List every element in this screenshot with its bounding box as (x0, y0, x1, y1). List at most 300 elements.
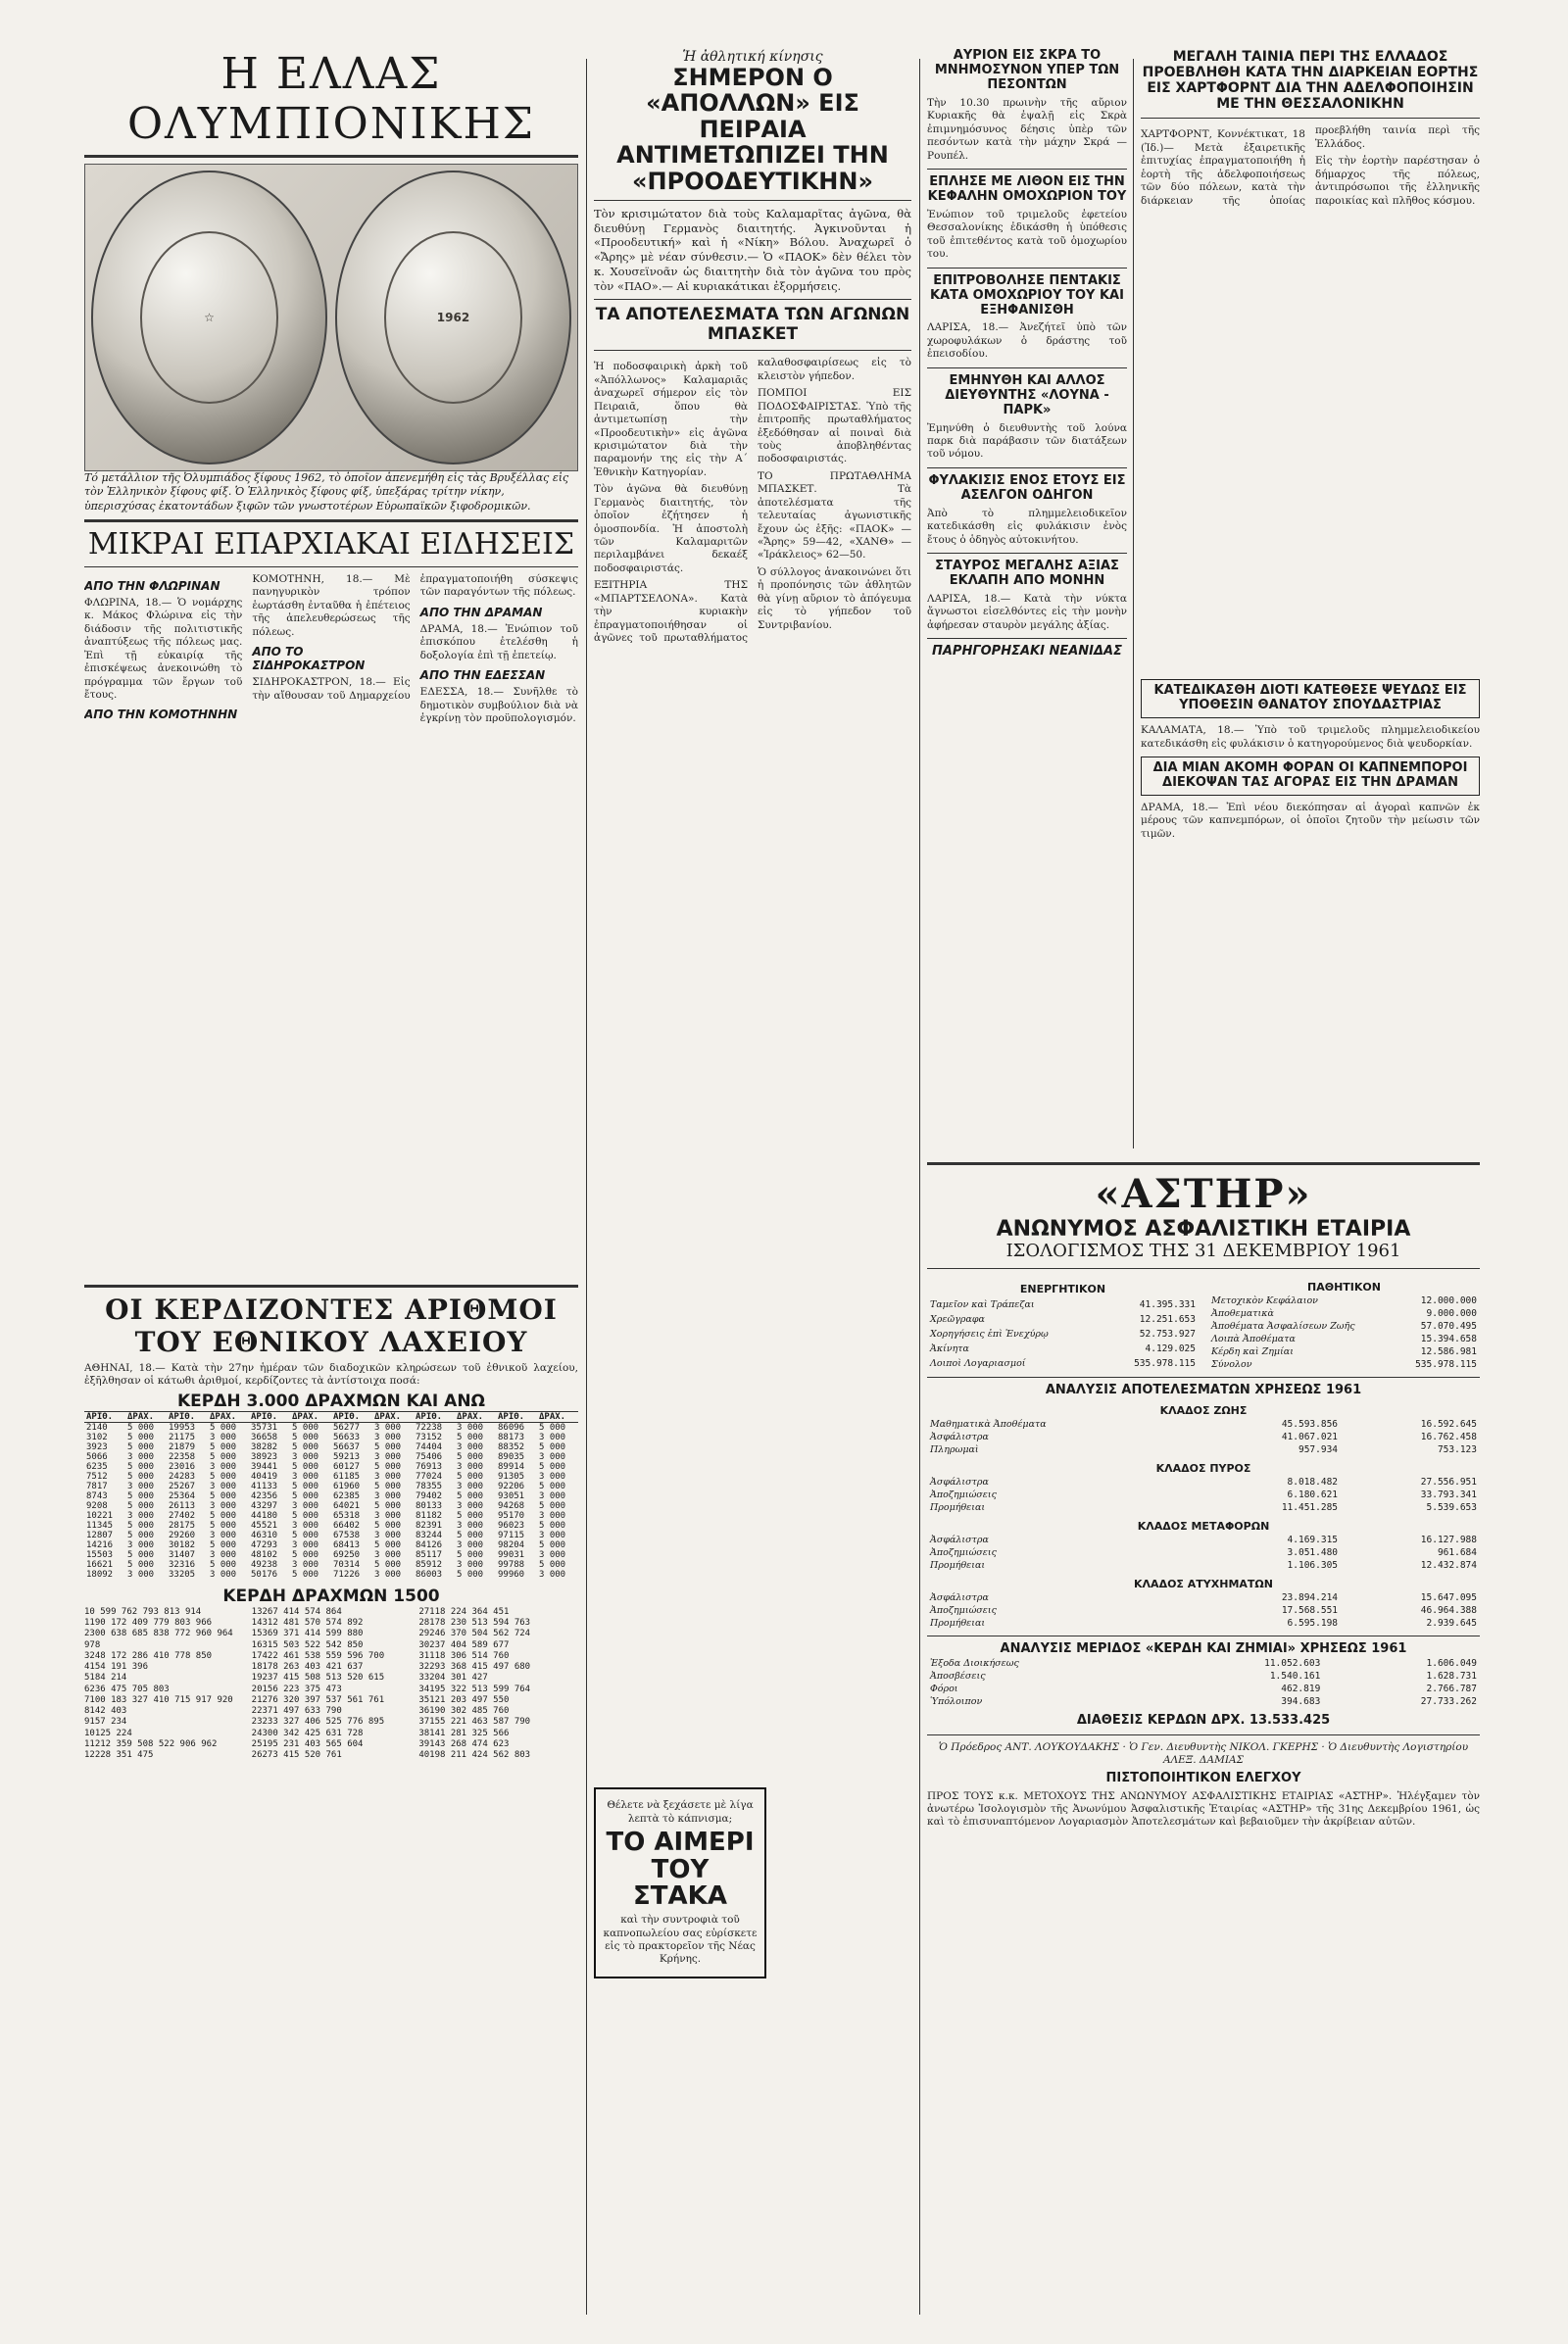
lottery-cell: 5 000 (292, 1442, 319, 1453)
lottery-cell: 84126 (416, 1540, 443, 1551)
asset-label: Ἀκίνητα (930, 1343, 969, 1354)
pl-credit: 2.766.787 (1426, 1683, 1477, 1694)
branch-credit: 16.127.988 (1420, 1534, 1477, 1545)
news-head: ΦΥΛΑΚΙΣΙΣ ΕΝΟΣ ΕΤΟΥΣ ΕΙΣ ΑΣΕΛΓΟΝ ΟΔΗΓΟΝ (928, 472, 1126, 503)
lottery-cell: 56637 (333, 1442, 361, 1453)
assets-head: ΕΝΕΡΓΗΤΙΚΟΝ (1019, 1282, 1106, 1295)
branch-credit: 16.592.645 (1420, 1418, 1477, 1430)
news-text: Ἀπὸ τὸ πλημμελειοδικεῖον κατεδικάσθη εἰς φυλάκισιν ἑνὸς ἔτους ὁ ὁδηγὸς αὐτοκινήτου. (927, 507, 1127, 546)
lottery-cell: 3 000 (457, 1482, 484, 1492)
asset-row (927, 1356, 1199, 1371)
lottery-cell: 19953 (169, 1423, 196, 1434)
branch-row (927, 1604, 1480, 1617)
lottery-cell: 5 000 (374, 1560, 402, 1571)
lottery-cell: 3 000 (539, 1472, 566, 1483)
medal-back-image: ☆ (91, 171, 327, 464)
lottery-cell: 5 000 (210, 1423, 237, 1434)
dividend-line: ΔΙΑΘΕΣΙΣ ΚΕΡΔΩΝ ΔΡΧ. 13.533.425 (1076, 1712, 1331, 1728)
lottery-1500-line: 11212 359 508 522 906 962 (84, 1738, 218, 1749)
lottery-cell: 3 000 (539, 1511, 566, 1522)
pl-debit: 1.540.161 (1269, 1670, 1321, 1682)
lottery-cell: 16621 (86, 1560, 114, 1571)
branch-row (927, 1591, 1480, 1604)
lottery-cell: 68413 (333, 1540, 361, 1551)
branch-debit: 6.595.198 (1287, 1617, 1339, 1629)
lottery-cell: 91305 (498, 1472, 525, 1483)
lottery-1500-line: 30237 404 589 677 (418, 1639, 510, 1650)
lottery-cell: 61960 (333, 1482, 361, 1492)
section-head: ΑΠΟ ΤΗΝ ΚΟΜΟΤΗΝΗΝ (84, 708, 238, 722)
lottery-cell: 9208 (86, 1501, 108, 1512)
lottery-cell: 3 000 (374, 1491, 402, 1502)
branch-label: Προμήθειαι (930, 1617, 986, 1629)
branch-label: Ἀσφάλιστρα (930, 1534, 989, 1545)
lottery-1500-line: 1190 172 409 779 803 966 (84, 1618, 213, 1629)
medal-caption: Τό μετάλλιον τῆς Ὀλυμπιάδος ξίφους 1962, τὸ ὁποῖον ἀπενεμήθη εἰς τὰς Βρυξέλλας εἰς τὸν Ἑλληνικὸν ξίφους φίξ. Ὁ Ἑλληνικὸς ξίφους φίξ, ὑπεξάρας τρίτην νίκην, ὑπερισχύσας ἑκατοντάδων ξιφῶν τῶν γνωστοτέρων Εὐρωπαϊκῶν ξιφοδρομικῶν. (84, 471, 569, 513)
liability-label: Σύνολον (1211, 1358, 1252, 1370)
lottery-1500-line: 6236 475 705 803 (84, 1684, 170, 1694)
lottery-cell: 5 000 (292, 1511, 319, 1522)
lottery-cell: 5 000 (292, 1491, 319, 1502)
lottery-row (84, 1491, 578, 1501)
results-table (927, 1398, 1480, 1630)
lottery-cell: 69250 (333, 1550, 361, 1561)
lottery-cell: 3 000 (292, 1501, 319, 1512)
left-column (84, 49, 578, 2324)
lottery-1500-line: 21276 320 397 537 561 761 (251, 1694, 385, 1705)
lottery-cell: 85117 (416, 1550, 443, 1561)
lottery-cell: 5 000 (127, 1433, 155, 1443)
lottery-row (84, 1550, 578, 1560)
lottery-cell: 3 000 (210, 1462, 237, 1473)
sport-paragraph: ΠΟΜΠΟΙ ΕΙΣ ΠΟΔΟΣΦΑΙΡΙΣΤΑΣ. Ὑπὸ τῆς ἐπιτροπῆς πρωταθλήματος ἐξεδόθησαν αἱ ποιναὶ διὰ τοὺς ἀποβληθέντας ποδοσφαιριστάς. (758, 387, 911, 465)
lottery-cell: 28175 (169, 1521, 196, 1532)
lottery-cell: 5066 (86, 1452, 108, 1463)
lottery-cell: 6235 (86, 1462, 108, 1473)
aster-name: «ΑΣΤΗΡ» (1095, 1171, 1312, 1217)
lottery-cell: 5 000 (292, 1433, 319, 1443)
section-head: ΑΠΟ ΤΗΝ ΕΔΕΣΣΑΝ (419, 668, 546, 683)
lottery-cell: 5 000 (457, 1570, 484, 1581)
lottery-cell: 25267 (169, 1482, 196, 1492)
branch-credit: 33.793.341 (1420, 1489, 1477, 1500)
lottery-cell: 60127 (333, 1462, 361, 1473)
lottery-cell: 5 000 (374, 1540, 402, 1551)
branch-head-row (927, 1572, 1480, 1591)
lottery-cell: 38282 (251, 1442, 278, 1453)
lottery-cell: 22358 (169, 1452, 196, 1463)
lottery-col-header: ΑΡΙΘ. (331, 1412, 372, 1423)
sport-paragraph: ΤΟ ΠΡΩΤΑΘΛΗΜΑ ΜΠΑΣΚΕΤ. Τὰ ἀποτελέσματα τῆς τελευταίας ἀγωνιστικῆς ἔχουν ὡς ἑξῆς: «ΠΑΟΚ» — «Ἄρης» 59—42, «ΧΑΝΘ» — «Ἰράκλειος» 62—50. (758, 469, 911, 562)
lottery-1500-line: 31118 306 514 760 (418, 1650, 510, 1661)
sport-paragraph: Ἡ ποδοσφαιρικὴ ἀρκὴ τοῦ «Ἀπόλλωνος» Καλαμαριᾶς ἀναχωρεῖ σήμερον εἰς τὸν Πειραιᾶ, ὅπου θὰ ἀντιμετωπίσῃ τὴν «Προοδευτικὴν» εἰς ἀγῶνα κρισιμώτατον διὰ τὴν παραμονήν της εἰς τὴν Α΄ Ἐθνικὴν Κατηγορίαν. (594, 361, 748, 478)
branch-name: ΚΛΑΔΟΣ ΠΥΡΟΣ (1155, 1461, 1251, 1475)
lottery-cell: 46310 (251, 1531, 278, 1541)
lottery-cell: 5 000 (210, 1491, 237, 1502)
pl-row (927, 1695, 1480, 1708)
sport-paragraph: ΕΞΙΤΗΡΙΑ ΤΗΣ «ΜΠΑΡΤΣΕΛΟΝΑ». Κατὰ τὴν κυριακὴν ἐπραγματοποιήθησαν οἱ ἀγῶνες τοῦ πρωταθλήματος καλαθοσφαιρίσεως εἰς τὸ κλειστὸν γήπεδον. (594, 357, 911, 645)
section-head: ΑΠΟ ΤΟ ΣΙΔΗΡΟΚΑΣΤΡΟΝ (252, 645, 366, 673)
lottery-row (84, 1472, 578, 1482)
lottery-cell: 5 000 (457, 1491, 484, 1502)
lottery-cell: 5 000 (127, 1531, 155, 1541)
lottery-1500-line: 20156 223 375 473 (251, 1684, 342, 1694)
liability-label: Κέρδη καὶ Ζημίαι (1211, 1345, 1294, 1357)
lottery-1500-line: 40198 211 424 562 803 (418, 1750, 531, 1761)
lottery-cell: 5 000 (539, 1442, 566, 1453)
lottery-cell: 5 000 (210, 1540, 237, 1551)
lottery-cell: 26113 (169, 1501, 196, 1512)
lottery-cell: 5 000 (457, 1452, 484, 1463)
lottery-cell: 5 000 (127, 1472, 155, 1483)
lottery-cell: 3 000 (210, 1433, 237, 1443)
lottery-cell: 5 000 (292, 1423, 319, 1434)
lottery-row (84, 1423, 578, 1434)
news-section (420, 606, 578, 662)
lottery-title: ΟΙ ΚΕΡΔΙΖΟΝΤΕΣ ΑΡΙΘΜΟΙ ΤΟΥ ΕΘΝΙΚΟΥ ΛΑΧΕΙΟΥ (105, 1293, 558, 1358)
lottery-cell: 3 000 (374, 1472, 402, 1483)
lottery-1500-line: 15369 371 414 599 880 (251, 1629, 364, 1639)
lottery-cell: 56277 (333, 1423, 361, 1434)
branch-debit: 17.568.551 (1281, 1604, 1339, 1616)
branch-credit: 961.684 (1437, 1546, 1477, 1558)
lottery-cell: 7512 (86, 1472, 108, 1483)
lottery-cell: 21879 (169, 1442, 196, 1453)
lottery-cell: 99960 (498, 1570, 525, 1581)
lottery-cell: 3 000 (210, 1482, 237, 1492)
balance-sheet (927, 1275, 1480, 1371)
lottery-row (84, 1540, 578, 1550)
asset-value: 52.753.927 (1139, 1328, 1196, 1340)
lottery-cell: 5 000 (539, 1560, 566, 1571)
lottery-cell: 3 000 (210, 1550, 237, 1561)
lottery-cell: 3 000 (374, 1452, 402, 1463)
branch-row (927, 1559, 1480, 1572)
asset-label: Ταμεῖον καὶ Τράπεζαι (930, 1299, 1035, 1311)
lottery-col-header: ΑΡΙΘ. (249, 1412, 290, 1423)
lottery-cell: 5 000 (457, 1472, 484, 1483)
lottery-cell: 5 000 (457, 1550, 484, 1561)
section-text: ΕΔΕΣΣΑ, 18.— Συνῆλθε τὸ δημοτικὸν συμβούλιον διὰ νὰ ἐγκρίνῃ τὸν προϋπολογισμόν. (419, 686, 578, 724)
lottery-col-header: ΑΡΙΘ. (414, 1412, 455, 1423)
pl-label: Ἐξοδα Διοικήσεως (930, 1657, 1019, 1669)
pl-debit: 11.052.603 (1264, 1657, 1321, 1669)
branch-debit: 4.169.315 (1287, 1534, 1339, 1545)
lottery-cell: 3 000 (374, 1433, 402, 1443)
section-text: ΣΙΔΗΡΟΚΑΣΤΡΟΝ, 18.— Εἰς τὴν αἴθουσαν τοῦ Δημαρχείου ἐπραγματοποιήθη σύσκεψις τῶν παραγόντων τῆς πόλεως. (252, 572, 578, 702)
lottery-1500-line: 26273 415 520 761 (251, 1750, 342, 1761)
lottery-cell: 3 000 (292, 1540, 319, 1551)
lottery-1500-line: 14312 481 570 574 892 (251, 1618, 364, 1629)
lottery-cell: 15503 (86, 1550, 114, 1561)
medal-photo (84, 164, 578, 471)
signers: Ὁ Πρόεδρος ΑΝΤ. ΛΟΥΚΟΥΔΑΚΗΣ · Ὁ Γεν. Διευθυντὴς ΝΙΚΟΛ. ΓΚΕΡΗΣ · Ὁ Διευθυντὴς Λογιστηρίου ΑΛΕΞ. ΔΑΜΙΑΣ (938, 1740, 1469, 1767)
lottery-cell: 3 000 (292, 1472, 319, 1483)
section-head: ΑΠΟ ΤΗΝ ΦΛΩΡΙΝΑΝ (84, 578, 220, 593)
lottery-cell: 36658 (251, 1433, 278, 1443)
lottery-1500-line: 5184 214 (84, 1673, 127, 1684)
right-column-a (927, 49, 1127, 1148)
branch-label: Ἀποζημιώσεις (930, 1489, 997, 1500)
lottery-1500-line: 33204 301 427 (418, 1673, 488, 1684)
lottery-cell: 3 000 (457, 1442, 484, 1453)
branch-debit: 957.934 (1298, 1443, 1339, 1455)
asset-value: 535.978.115 (1134, 1357, 1196, 1369)
lottery-1500-line: 24300 342 425 631 728 (251, 1728, 364, 1738)
branch-name: ΚΛΑΔΟΣ ΑΤΥΧΗΜΑΤΩΝ (1134, 1577, 1273, 1590)
lottery-1500-line: 7100 183 327 410 715 917 920 (84, 1694, 233, 1705)
lottery-cell: 5 000 (374, 1521, 402, 1532)
branch-head-row (927, 1514, 1480, 1534)
lottery-cell: 14216 (86, 1540, 114, 1551)
lottery-row (84, 1560, 578, 1570)
sport-paragraph: Τὸν ἀγῶνα θὰ διευθύνῃ Γερμανὸς διαιτητής, τὸν ὁποῖον ἐζήτησεν ἡ ὁμοσπονδία. Ἡ ἀποστολὴ τῶν Καλαμαριτῶν περιλαμβάνει δεκαέξ ποδοσφαιριστάς. (594, 483, 748, 574)
branch-row (927, 1501, 1480, 1514)
lottery-cell: 25364 (169, 1491, 196, 1502)
lottery-1500-line: 10125 224 (84, 1728, 132, 1738)
liability-row (1208, 1307, 1480, 1320)
lottery-1500-line: 22371 497 633 790 (251, 1706, 342, 1717)
pl-credit: 1.606.049 (1426, 1657, 1477, 1669)
lottery-cell: 5 000 (127, 1423, 155, 1434)
lottery-1500-line: 25195 231 403 565 604 (251, 1738, 364, 1749)
lottery-cell: 81182 (416, 1511, 443, 1522)
branch-credit: 16.762.458 (1420, 1431, 1477, 1442)
basket-title: ΤΑ ΑΠΟΤΕΛΕΣΜΑΤΑ ΤΩΝ ΑΓΩΝΩΝ ΜΠΑΣΚΕΤ (595, 305, 910, 344)
lottery-cell: 83244 (416, 1531, 443, 1541)
news-text: Τὴν 10.30 πρωινὴν τῆς αὔριον Κυριακῆς θὰ ἐψαλῇ εἰς Σκρὰ ἐπιμνημόσυνος δέησις ὑπὲρ τῶν πεσόντων κατὰ τὴν μάχην Σκρά — Ρουπέλ. (927, 96, 1127, 162)
lottery-cell: 5 000 (457, 1433, 484, 1443)
lottery-cell: 3 000 (127, 1511, 155, 1522)
right-column-b (1141, 49, 1480, 1148)
branch-label: Πληρωμαὶ (930, 1443, 979, 1455)
lottery-1500-line: 28178 230 513 594 763 (418, 1618, 531, 1629)
lottery-cell: 39441 (251, 1462, 278, 1473)
lottery-cell: 3 000 (127, 1570, 155, 1581)
lottery-col-header: ΔΡΑΧ. (372, 1412, 414, 1423)
asset-value: 12.251.653 (1139, 1314, 1196, 1325)
aster-statement (927, 1156, 1480, 2324)
branch-label: Προμήθειαι (930, 1501, 986, 1513)
lottery-cell: 5 000 (210, 1521, 237, 1532)
sport-kicker: Ἡ ἀθλητική κίνησις (682, 49, 823, 65)
news-head: ΑΥΡΙΟΝ ΕΙΣ ΣΚΡΑ ΤΟ ΜΝΗΜΟΣΥΝΟΝ ΥΠΕΡ ΤΩΝ ΠΕΣΟΝΤΩΝ (934, 49, 1120, 92)
branch-credit: 753.123 (1437, 1443, 1477, 1455)
pl-credit: 27.733.262 (1420, 1695, 1477, 1707)
lottery-cell: 24283 (169, 1472, 196, 1483)
branch-credit: 5.539.653 (1426, 1501, 1477, 1513)
lottery-1500-line: 36190 302 485 760 (418, 1706, 510, 1717)
branch-debit: 8.018.482 (1287, 1476, 1339, 1488)
lottery-cell: 5 000 (127, 1560, 155, 1571)
lottery-cell: 3 000 (457, 1540, 484, 1551)
aster-subtitle: ΑΝΩΝΥΜΟΣ ΑΣΦΑΛΙΣΤΙΚΗ ΕΤΑΙΡΙΑ (996, 1217, 1411, 1242)
asset-value: 41.395.331 (1139, 1299, 1196, 1311)
lottery-cell: 2140 (86, 1423, 108, 1434)
news-head: ΔΙΑ ΜΙΑΝ ΑΚΟΜΗ ΦΟΡΑΝ ΟΙ ΚΑΠΝΕΜΠΟΡΟΙ ΔΙΕΚΟΨΑΝ ΤΑΣ ΑΓΟΡΑΣ ΕΙΣ ΤΗΝ ΔΡΑΜΑΝ (1152, 760, 1468, 791)
lottery-row (84, 1452, 578, 1462)
pl-debit: 394.683 (1281, 1695, 1321, 1707)
auditors-title: ΠΙΣΤΟΠΟΙΗΤΙΚΟΝ ΕΛΕΓΧΟΥ (1105, 1770, 1301, 1785)
lottery-cell: 5 000 (292, 1531, 319, 1541)
lottery-cell: 71226 (333, 1570, 361, 1581)
lottery-cell: 3 000 (374, 1531, 402, 1541)
lottery-cell: 3 000 (127, 1452, 155, 1463)
ad-title: ΤΟ ΑΙΜΕΡΙ ΤΟΥ ΣΤΑΚΑ (606, 1828, 755, 1911)
lottery-cell: 5 000 (374, 1442, 402, 1453)
lottery-cell: 98204 (498, 1540, 525, 1551)
lottery-1500-line: 3248 172 286 410 778 850 (84, 1650, 213, 1661)
lottery-cell: 3 000 (210, 1531, 237, 1541)
lottery-cell: 3 000 (539, 1491, 566, 1502)
middle-column (594, 49, 911, 2324)
branch-row (927, 1546, 1480, 1559)
lottery-1500-line: 17422 461 538 559 596 700 (251, 1650, 385, 1661)
liability-row (1208, 1333, 1480, 1345)
branch-debit: 45.593.856 (1281, 1418, 1339, 1430)
lottery-cell: 27402 (169, 1511, 196, 1522)
lottery-cell: 48102 (251, 1550, 278, 1561)
news-section (420, 668, 578, 725)
lottery-cell: 12807 (86, 1531, 114, 1541)
branch-name: ΚΛΑΔΟΣ ΜΕΤΑΦΟΡΩΝ (1137, 1519, 1270, 1533)
sport-headline: ΣΗΜΕΡΟΝ Ο «ΑΠΟΛΛΩΝ» ΕΙΣ ΠΕΙΡΑΙΑ ΑΝΤΙΜΕΤΩΠΙΖΕΙ ΤΗΝ «ΠΡΟΟΔΕΥΤΙΚΗΝ» (616, 64, 889, 195)
liability-value: 535.978.115 (1415, 1358, 1477, 1370)
branch-label: Προμήθειαι (930, 1559, 986, 1571)
news-text: Ἐνώπιον τοῦ τριμελοῦς ἐφετείου Θεσσαλονίκης ἐδικάσθη ἡ ὑπόθεσις τοῦ ἐπιτεθέντος κατὰ τοῦ ὁμοχωρίου του. (927, 208, 1127, 261)
lottery-cell: 38923 (251, 1452, 278, 1463)
lottery-cell: 31407 (169, 1550, 196, 1561)
lottery-table-3000 (84, 1411, 578, 1580)
liabilities-table (1208, 1275, 1480, 1371)
news-text: Ἐμηνύθη ὁ διευθυντὴς τοῦ λούνα παρκ διὰ παράβασιν τῶν διατάξεων τοῦ νόμου. (927, 421, 1127, 461)
lottery-cell: 5 000 (539, 1482, 566, 1492)
lottery-cell: 3 000 (210, 1570, 237, 1581)
lottery-cell: 5 000 (127, 1442, 155, 1453)
lottery-cell: 41133 (251, 1482, 278, 1492)
branch-row (927, 1476, 1480, 1489)
branch-row (927, 1443, 1480, 1456)
lottery-intro: ΑΘΗΝΑΙ, 18.— Κατὰ τὴν 27ην ἡμέραν τῶν διαδοχικῶν κληρώσεων τοῦ ἐθνικοῦ λαχείου, ἐξῆλθησαν οἱ κάτωθι ἀριθμοί, κερδίζοντες τὰ ἀντίστοιχα ποσά: (84, 1361, 578, 1388)
asset-row (927, 1297, 1199, 1312)
lottery-cell: 3 000 (457, 1521, 484, 1532)
lottery-cell: 76913 (416, 1462, 443, 1473)
news-text: ΛΑΡΙΣΑ, 18.— Ἀνεζήτεῖ ὑπὸ τῶν χωροφυλάκων ὁ δράστης τοῦ ἐπεισοδίου. (927, 321, 1127, 361)
lottery-cell: 43297 (251, 1501, 278, 1512)
lottery-1500-line: 37155 221 463 587 790 (418, 1717, 531, 1728)
lottery-cell: 86096 (498, 1423, 525, 1434)
lottery-1500-line: 9157 234 (84, 1717, 127, 1728)
lottery-cell: 56633 (333, 1433, 361, 1443)
small-news-columns (84, 573, 578, 1279)
branch-debit: 41.067.021 (1281, 1431, 1339, 1442)
lottery-cell: 40419 (251, 1472, 278, 1483)
branch-debit: 11.451.285 (1281, 1501, 1339, 1513)
branch-row (927, 1418, 1480, 1431)
lottery-cell: 3 000 (210, 1501, 237, 1512)
news-head: ΕΠΛΗΣΕ ΜΕ ΛΙΘΟΝ ΕΙΣ ΤΗΝ ΚΕΦΑΛΗΝ ΟΜΟΧΩΡΙΟΝ ΤΟΥ (927, 174, 1127, 204)
branch-label: Ἀσφάλιστρα (930, 1591, 989, 1603)
lottery-cell: 5 000 (210, 1511, 237, 1522)
lottery-cell: 3 000 (457, 1560, 484, 1571)
lottery-1500-line: 8142 403 (84, 1706, 127, 1717)
liability-row (1208, 1358, 1480, 1371)
lottery-cell: 5 000 (127, 1550, 155, 1561)
news-text: ΛΑΡΙΣΑ, 18.— Κατὰ τὴν νύκτα ἄγνωστοι εἰσελθόντες εἰς τὴν μονὴν ἀφήρεσαν σταυρὸν μεγάλης ἀξίας. (927, 592, 1127, 631)
lottery-cell: 3 000 (539, 1452, 566, 1463)
lottery-cell: 45521 (251, 1521, 278, 1532)
liabilities-head: ΠΑΘΗΤΙΚΟΝ (1307, 1280, 1381, 1294)
lottery-cell: 89035 (498, 1452, 525, 1463)
lottery-cell: 86003 (416, 1570, 443, 1581)
lottery-cell: 21175 (169, 1433, 196, 1443)
lottery-1500-line: 23233 327 406 525 776 895 (251, 1717, 385, 1728)
lottery-cell: 5 000 (374, 1462, 402, 1473)
lottery-col-header: ΔΡΑΧ. (125, 1412, 167, 1423)
sport-paragraph: Ὁ σύλλογος ἀνακοινώνει ὅτι ἡ προπόνησις τῶν ἀθλητῶν θὰ γίνῃ αὔριον τὸ ἀπόγευμα εἰς τὸ γήπεδον τοῦ Συντριβανίου. (758, 565, 911, 631)
lottery-cell: 62385 (333, 1491, 361, 1502)
lottery-cell: 3 000 (292, 1452, 319, 1463)
lottery-cell: 66402 (333, 1521, 361, 1532)
lottery-col-header: ΔΡΑΧ. (290, 1412, 331, 1423)
lottery-cell: 85912 (416, 1560, 443, 1571)
lottery-row (84, 1531, 578, 1540)
asset-value: 4.129.025 (1145, 1343, 1196, 1354)
branch-label: Ἀποζημιώσεις (930, 1604, 997, 1616)
lottery-cell: 5 000 (539, 1423, 566, 1434)
lottery-cell: 88173 (498, 1433, 525, 1443)
sport-body (594, 357, 911, 1778)
branch-credit: 12.432.874 (1420, 1559, 1477, 1571)
lottery-cell: 5 000 (292, 1570, 319, 1581)
lottery-cell: 5 000 (210, 1472, 237, 1483)
branch-credit: 46.964.388 (1420, 1604, 1477, 1616)
lottery-cell: 80133 (416, 1501, 443, 1512)
lottery-cell: 11345 (86, 1521, 114, 1532)
branch-debit: 23.894.214 (1281, 1591, 1339, 1603)
news-text: ΧΑΡΤΦΟΡΝΤ, Κοννέκτικατ, 18 (Ἰδ.)— Μετὰ ἐξαιρετικῆς ἐπιτυχίας ἐπραγματοποιήθη ἡ ἑορτὴ τῆς ἀδελφοποιήσεως τῶν δύο πόλεων, κατὰ τὴν διάρκειαν τῆς ὁποίας προεβλήθη ταινία περὶ τῆς Ἑλλάδος. (1141, 124, 1480, 207)
lottery-cell: 95170 (498, 1511, 525, 1522)
lottery-row (84, 1433, 578, 1442)
liability-row (1208, 1345, 1480, 1358)
lottery-cell: 44180 (251, 1511, 278, 1522)
asset-label: Χρεῶγραφα (930, 1314, 985, 1325)
branch-row (927, 1431, 1480, 1443)
lottery-cell: 97115 (498, 1531, 525, 1541)
lottery-1500-line: 4154 191 396 (84, 1662, 149, 1673)
lottery-cell: 5 000 (127, 1462, 155, 1473)
asset-row (927, 1342, 1199, 1356)
lottery-cell: 59213 (333, 1452, 361, 1463)
lottery-1500-line: 34195 322 513 599 764 (418, 1684, 531, 1694)
lottery-cell: 89914 (498, 1462, 525, 1473)
lottery-cell: 3 000 (457, 1501, 484, 1512)
branch-row (927, 1617, 1480, 1630)
lottery-cell: 5 000 (127, 1501, 155, 1512)
lottery-cell: 42356 (251, 1491, 278, 1502)
branch-label: Ἀποζημιώσεις (930, 1546, 997, 1558)
news-head: ΕΜΗΝΥΘΗ ΚΑΙ ΑΛΛΟΣ ΔΙΕΥΘΥΝΤΗΣ «ΛΟΥΝΑ - ΠΑΡΚ» (945, 372, 1109, 417)
lottery-cell: 5 000 (457, 1511, 484, 1522)
news-head: ΕΠΙΤΡΟΒΟΛΗΣΕ ΠΕΝΤΑΚΙΣ ΚΑΤΑ ΟΜΟΧΩΡΙΟΥ ΤΟΥ ΚΑΙ ΕΞΗΦΑΝΙΣΘΗ (930, 272, 1124, 317)
lottery-row (84, 1521, 578, 1531)
lottery-cell: 3 000 (457, 1423, 484, 1434)
lottery-col-header: ΔΡΑΧ. (208, 1412, 249, 1423)
liability-value: 12.000.000 (1420, 1294, 1477, 1306)
lottery-cell: 5 000 (210, 1442, 237, 1453)
news-head: ΣΤΑΥΡΟΣ ΜΕΓΑΛΗΣ ΑΞΙΑΣ ΕΚΛΑΠΗ ΑΠΟ ΜΟΝΗΝ (935, 559, 1119, 588)
lottery-cell: 5 000 (127, 1491, 155, 1502)
